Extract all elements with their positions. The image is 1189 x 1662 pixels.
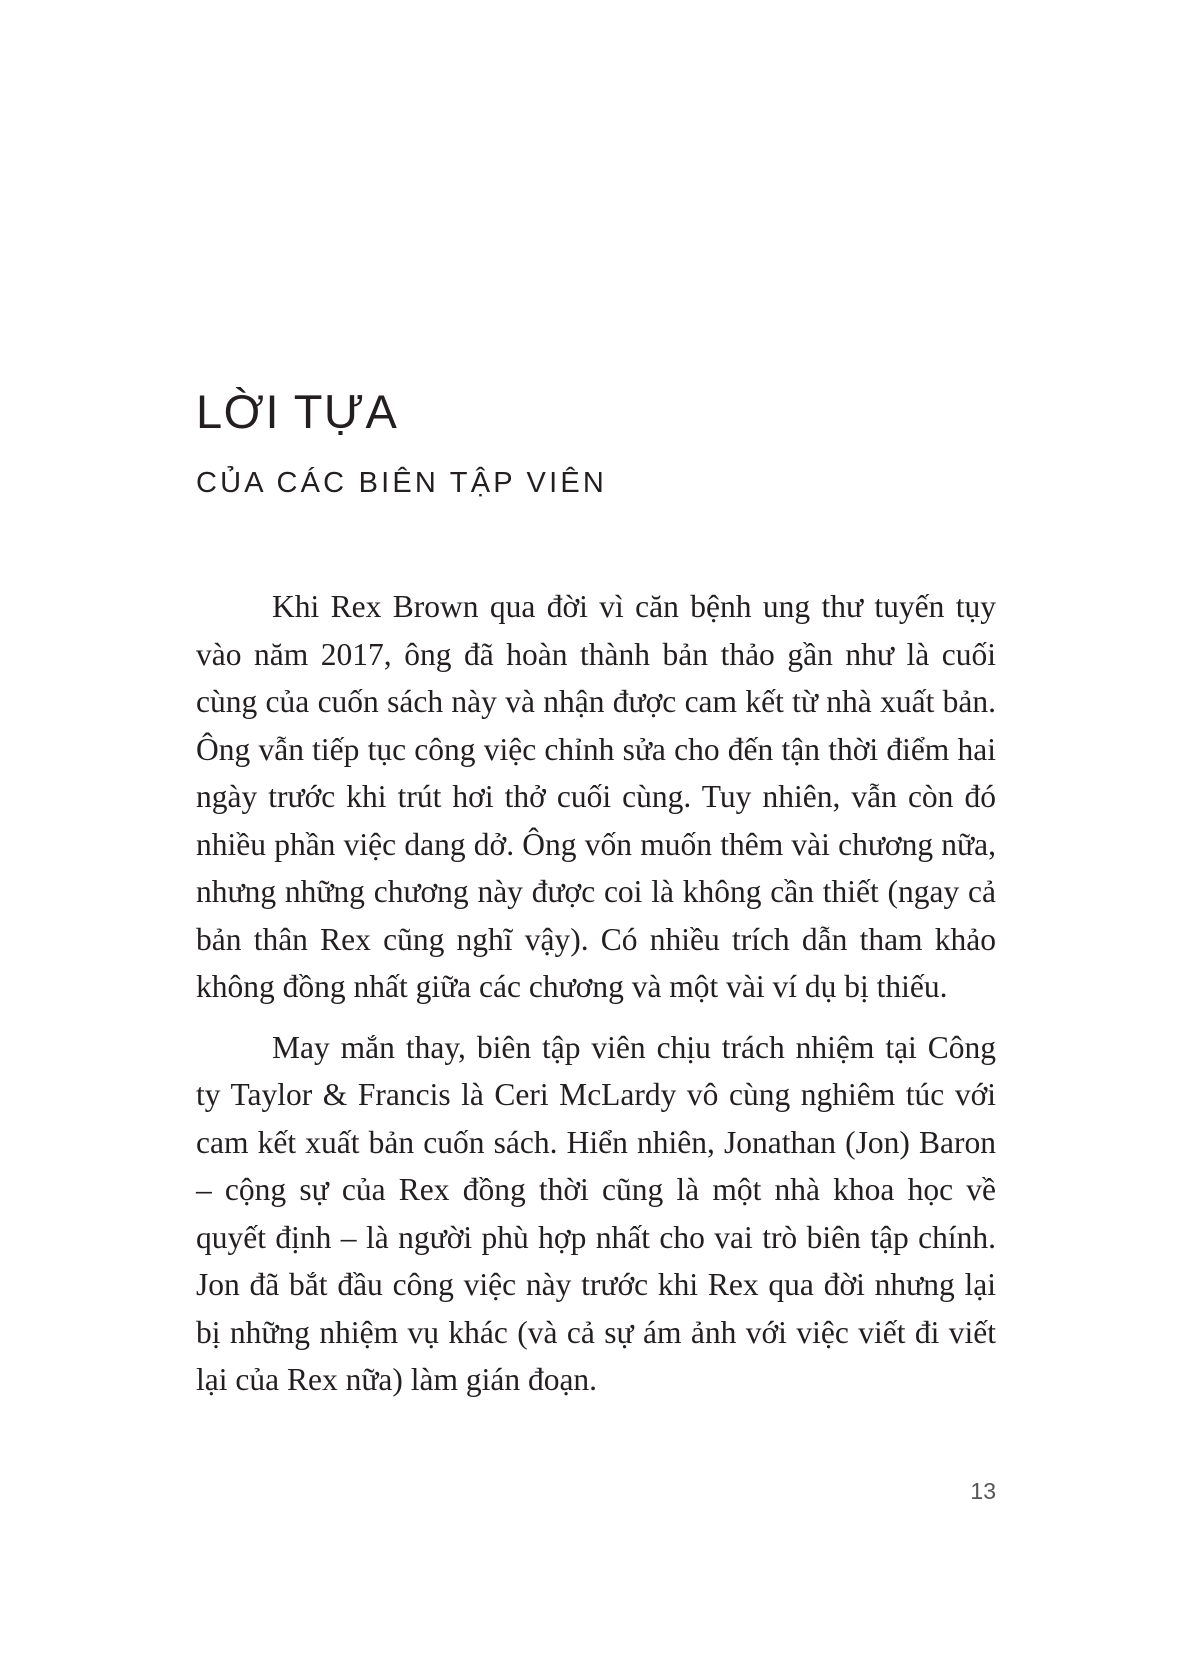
paragraph: Khi Rex Brown qua đời vì căn bệnh ung thư tuyến tụy vào năm 2017, ông đã hoàn thành bản thảo gần như là cuối cùng của cuốn sách này và nhận được cam kết từ nhà xuất bản. Ông vẫn tiếp tục công việc chỉnh sửa cho đến tận thời điểm hai ngày trước khi trút hơi thở cuối cùng. Tuy nhiên, vẫn còn đó nhiều phần việc dang dở. Ông vốn muốn thêm vài chương nữa, nhưng những chương này được coi là không cần thiết (ngay cả bản thân Rex cũng nghĩ vậy). Có nhiều trích dẫn tham khảo không đồng nhất giữa các chương và một vài ví dụ bị thiếu.: [196, 589, 996, 1004]
chapter-title: LỜI TỰA: [196, 385, 399, 438]
chapter-subtitle: CỦA CÁC BIÊN TẬP VIÊN: [196, 467, 608, 499]
chapter-heading: [196, 385, 996, 499]
page-number: 13: [970, 1478, 996, 1504]
body-text: [196, 583, 996, 1417]
paragraph: May mắn thay, biên tập viên chịu trách nhiệm tại Công ty Taylor & Francis là Ceri McLardy vô cùng nghiêm túc với cam kết xuất bản cuốn sách. Hiển nhiên, Jonathan (Jon) Baron – cộng sự của Rex đồng thời cũng là một nhà khoa học về quyết định – là người phù hợp nhất cho vai trò biên tập chính. Jon đã bắt đầu công việc này trước khi Rex qua đời nhưng lại bị những nhiệm vụ khác (và cả sự ám ảnh với việc viết đi viết lại của Rex nữa) làm gián đoạn.: [196, 1029, 996, 1397]
